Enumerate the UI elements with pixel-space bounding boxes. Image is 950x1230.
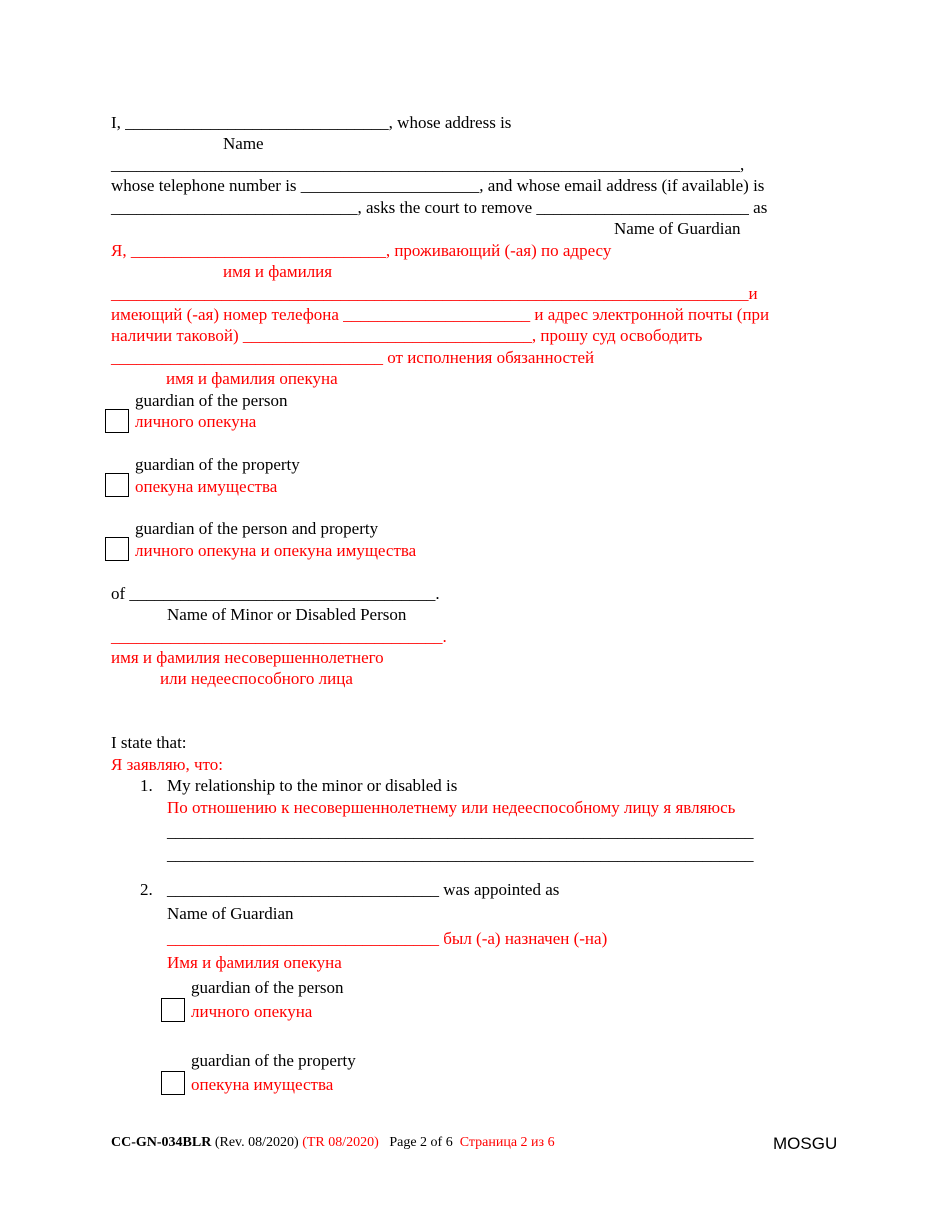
intro-line-1: I, _______________________________, whose address is — [111, 113, 512, 132]
email-line-ru: наличии таковой) __________________________________, прошу суд освободить — [111, 326, 703, 345]
item-2-option-person-checkbox[interactable] — [161, 998, 185, 1022]
name-label: Name — [223, 134, 264, 153]
option-person-property-label-ru: личного опекуна и опекуна имущества — [135, 541, 417, 560]
form-id: CC-GN-034BLR — [111, 1135, 212, 1150]
remove-line: _____________________________, asks the court to remove _________________________ as — [111, 198, 768, 217]
option-person-label: guardian of the person — [135, 391, 288, 410]
option-person-label-ru: личного опекуна — [135, 412, 257, 431]
item-2-option-person-label-ru: личного опекуна — [191, 1002, 313, 1021]
item-1-label: My relationship to the minor or disabled is — [167, 776, 458, 795]
intro-ru-line-1: Я, ______________________________, проживающий (-ая) по адресу — [111, 241, 612, 260]
option-property-checkbox[interactable] — [105, 473, 129, 497]
option-person-property-checkbox[interactable] — [105, 537, 129, 561]
item-2-option-property-checkbox[interactable] — [161, 1071, 185, 1095]
state-heading-ru: Я заявляю, что: — [111, 755, 223, 774]
item-1-label-ru: По отношению к несовершеннолетнему или недееспособному лицу я являюсь — [167, 798, 736, 817]
option-person-checkbox[interactable] — [105, 409, 129, 433]
telephone-line: whose telephone number is _____________________, and whose email address (if available) is — [111, 176, 765, 195]
page-number: Page 2 of 6 — [378, 1135, 460, 1150]
option-property-label: guardian of the property — [135, 455, 300, 474]
page-number-ru: Страница 2 из 6 — [459, 1135, 555, 1150]
address-line: __________________________________________________________________________, — [111, 155, 745, 174]
name-label-ru: имя и фамилия — [223, 262, 333, 281]
translation-revision: (TR 08/2020) — [302, 1135, 379, 1150]
item-2-label: ________________________________ was appointed as — [167, 880, 560, 899]
item-2-label-ru: ________________________________ был (-а) назначен (-на) — [167, 929, 608, 948]
item-2-option-property-label-ru: опекуна имущества — [191, 1075, 334, 1094]
item-2-guardian-label-ru: Имя и фамилия опекуна — [167, 953, 342, 972]
minor-name-label-ru-1: имя и фамилия несовершеннолетнего — [111, 648, 384, 667]
item-1-number: 1. — [140, 776, 153, 795]
option-person-property-label: guardian of the person and property — [135, 519, 379, 538]
state-heading: I state that: — [111, 733, 187, 752]
item-1-blank-1[interactable]: _____________________________________________________________________ — [167, 822, 754, 841]
minor-line: of ____________________________________. — [111, 584, 440, 603]
form-revision: (Rev. 08/2020) — [211, 1135, 303, 1150]
item-2-option-property-label: guardian of the property — [191, 1051, 356, 1070]
footer — [111, 1135, 555, 1151]
item-1-blank-2[interactable]: _____________________________________________________________________ — [167, 845, 754, 864]
form-code: MOSGU — [773, 1134, 838, 1153]
guardian-name-label: Name of Guardian — [614, 219, 741, 238]
minor-name-label-ru-2: или недееспособного лица — [160, 669, 353, 688]
release-line-ru: ________________________________ от исполнения обязанностей — [111, 348, 595, 367]
item-2-number: 2. — [140, 880, 153, 899]
option-property-label-ru: опекуна имущества — [135, 477, 278, 496]
item-2-guardian-label: Name of Guardian — [167, 904, 294, 923]
guardian-name-label-ru: имя и фамилия опекуна — [166, 369, 338, 388]
minor-name-label: Name of Minor or Disabled Person — [167, 605, 407, 624]
address-line-ru: ___________________________________________________________________________и — [111, 284, 758, 303]
item-2-option-person-label: guardian of the person — [191, 978, 344, 997]
telephone-line-ru: имеющий (-ая) номер телефона ______________________ и адрес электронной почты (при — [111, 305, 770, 324]
minor-line-ru: _______________________________________. — [111, 627, 447, 646]
